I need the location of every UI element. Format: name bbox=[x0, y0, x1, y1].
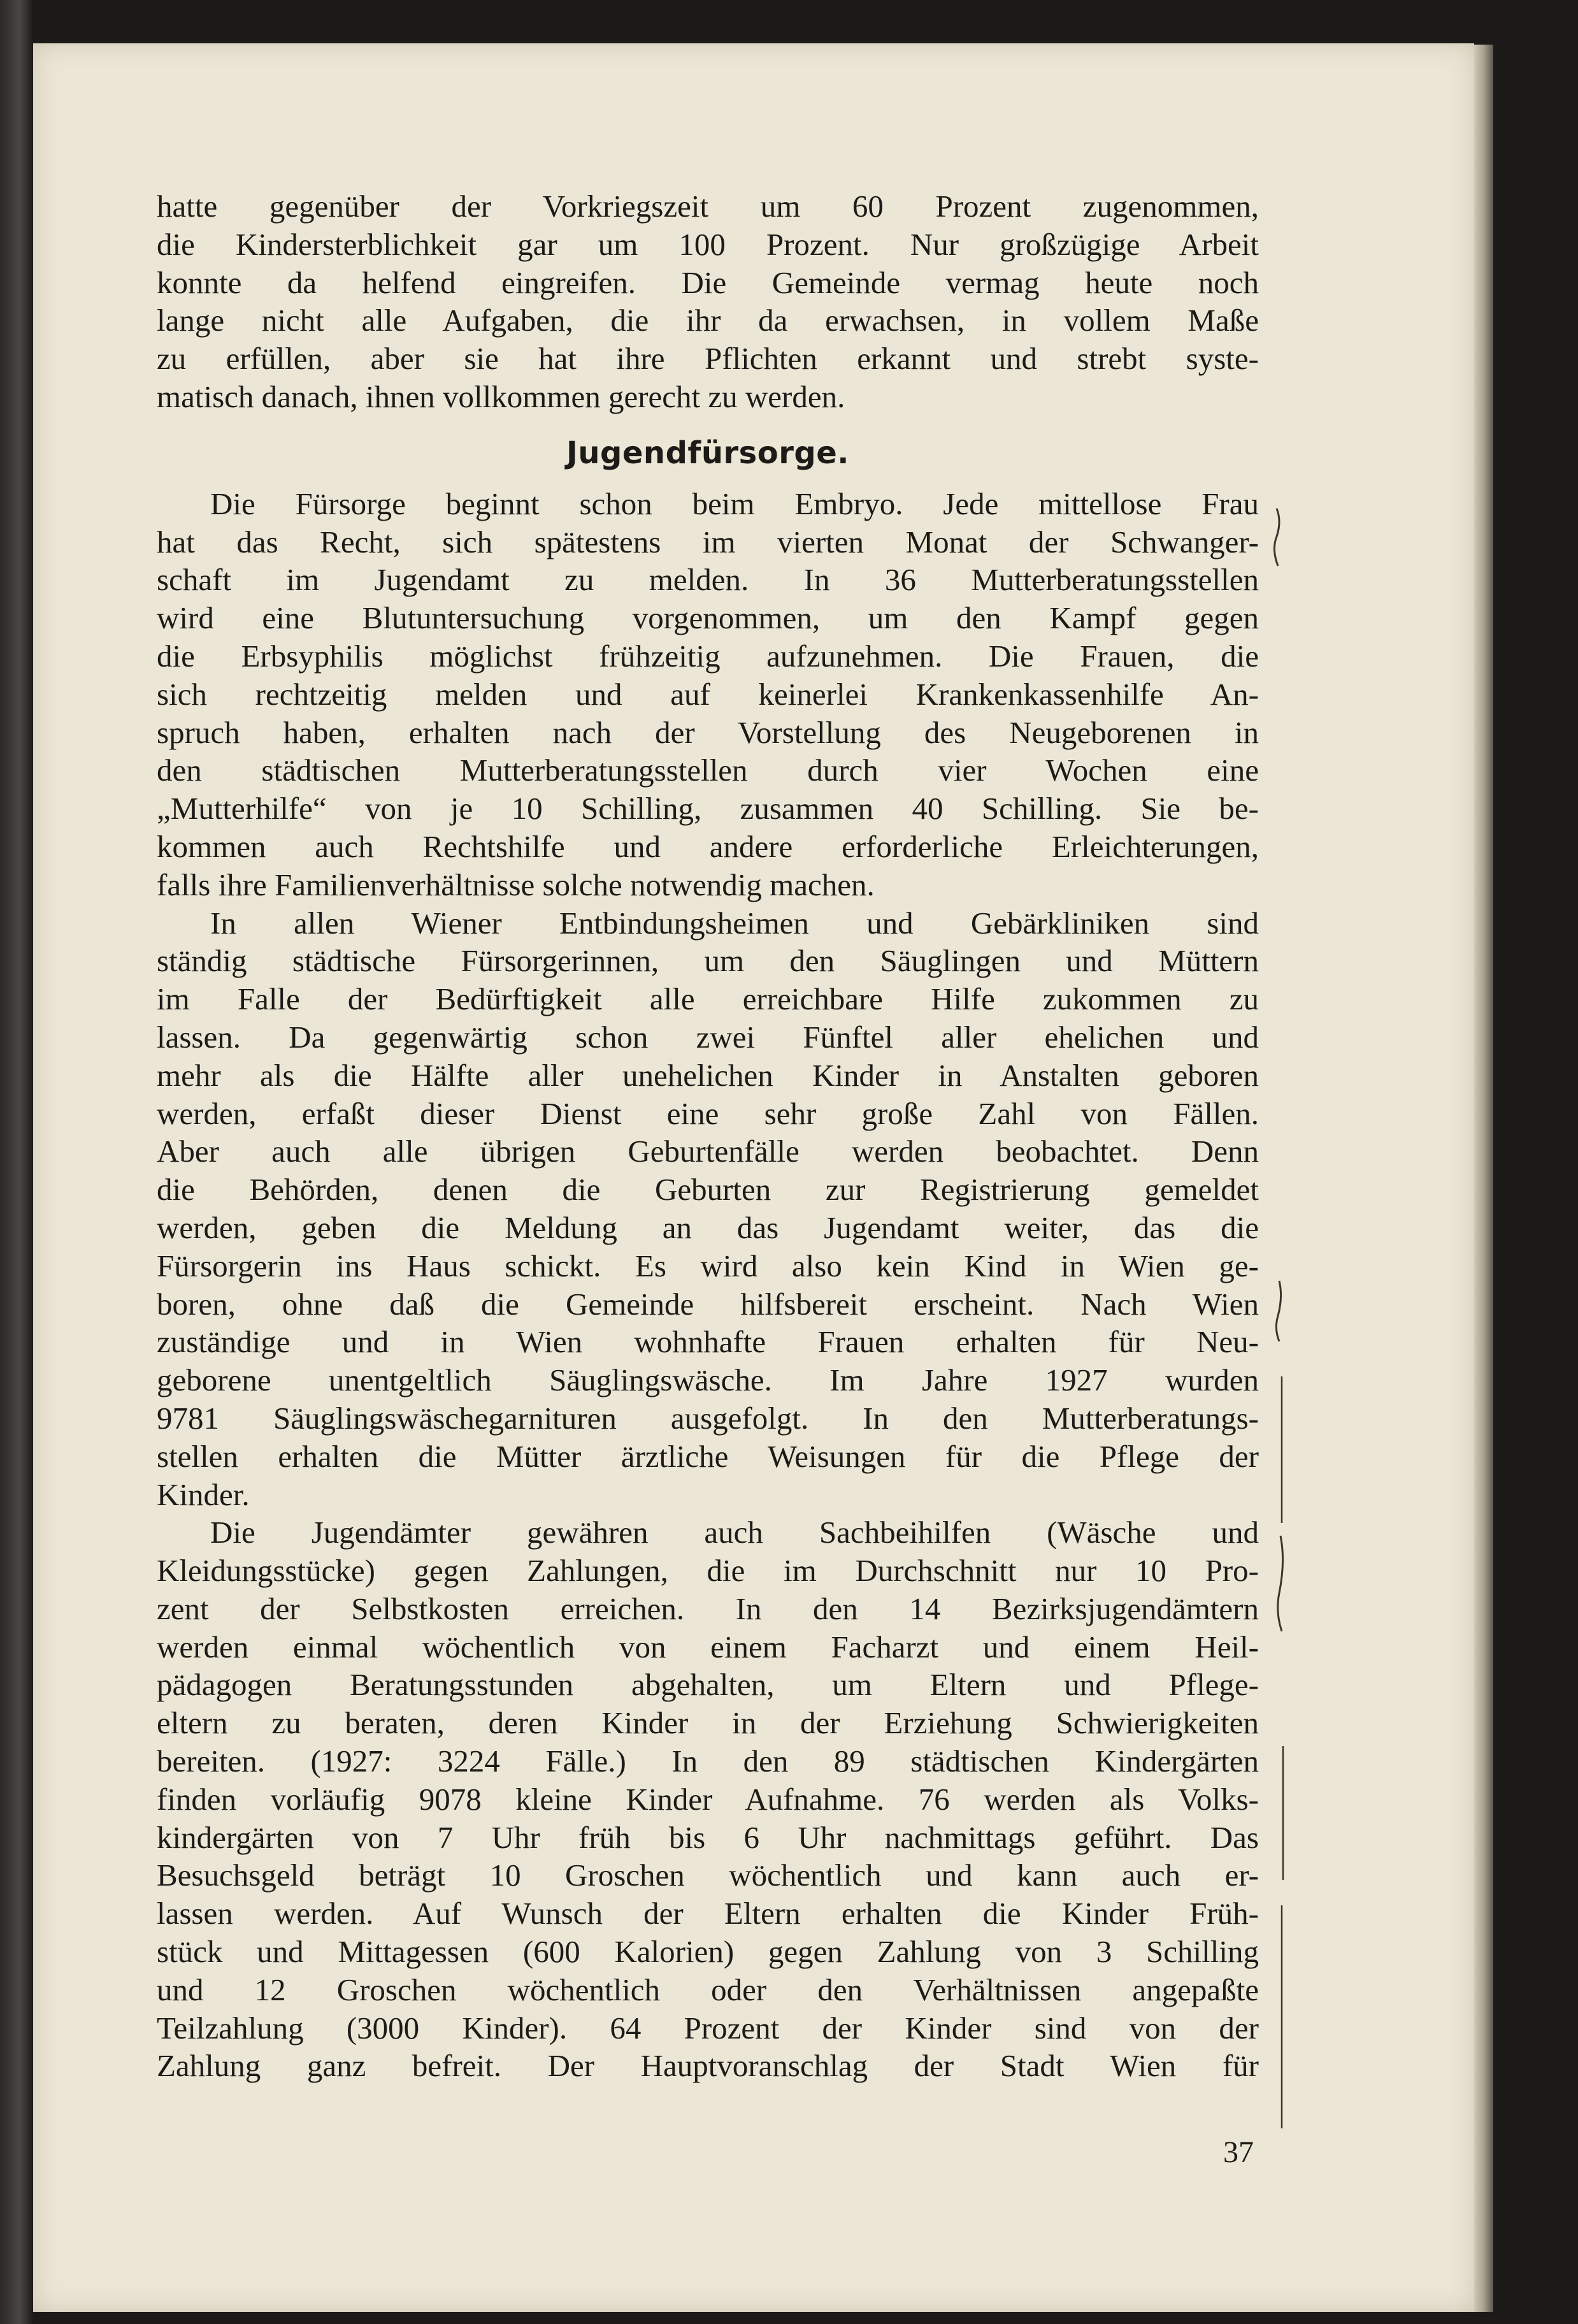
text-line: In allen Wiener Entbindungsheimen und Gebärkliniken sind bbox=[210, 905, 1259, 941]
paragraph-youth-offices bbox=[157, 1513, 1259, 2085]
text-line: eltern zu beraten, deren Kinder in der Erziehung Schwierigkeiten bbox=[157, 1705, 1259, 1741]
text-line: Aber auch alle übrigen Geburtenfälle werden beobachtet. Denn bbox=[157, 1134, 1259, 1169]
text-line: matisch danach, ihnen vollkommen gerecht zu werden. bbox=[157, 379, 845, 414]
text-line: lassen. Da gegenwärtig schon zwei Fünftel aller ehelichen und bbox=[157, 1019, 1259, 1055]
text-line: schaft im Jugendamt zu melden. In 36 Mutterberatungsstellen bbox=[157, 562, 1259, 598]
text-line: finden vorläufig 9078 kleine Kinder Aufnahme. 76 werden als Volks- bbox=[157, 1781, 1259, 1817]
text-line: zu erfüllen, aber sie hat ihre Pflichten erkannt und strebt syste- bbox=[157, 341, 1259, 377]
text-line: Besuchsgeld beträgt 10 Groschen wöchentlich und kann auch er- bbox=[157, 1858, 1259, 1893]
text-line: geborene unentgeltlich Säuglingswäsche. Im Jahre 1927 wurden bbox=[157, 1362, 1259, 1398]
text-line: die Kindersterblichkeit gar um 100 Prozent. Nur großzügige Arbeit bbox=[157, 226, 1259, 262]
text-line: Kinder. bbox=[157, 1476, 250, 1512]
body-text bbox=[157, 187, 1259, 2085]
text-line: lassen werden. Auf Wunsch der Eltern erhalten die Kinder Früh- bbox=[157, 1896, 1259, 1931]
text-line: Fürsorgerin ins Haus schickt. Es wird also kein Kind in Wien ge- bbox=[157, 1248, 1259, 1283]
margin-pencil-marks bbox=[1268, 503, 1293, 2128]
text-line: sich rechtzeitig melden und auf keinerlei Krankenkassenhilfe An- bbox=[157, 676, 1259, 712]
text-line: Die Jugendämter gewähren auch Sachbeihilfen (Wäsche und bbox=[210, 1515, 1259, 1550]
page-number: 37 bbox=[1223, 2135, 1254, 2169]
text-line: 9781 Säuglingswäschegarnituren ausgefolgt. In den Mutterberatungs- bbox=[157, 1400, 1259, 1436]
text-line: kommen auch Rechtshilfe und andere erforderliche Erleichterungen, bbox=[157, 828, 1259, 864]
text-line: kindergärten von 7 Uhr früh bis 6 Uhr nachmittags geführt. Das bbox=[157, 1819, 1259, 1855]
text-line: zent der Selbstkosten erreichen. In den 14 Bezirksjugendämtern bbox=[157, 1591, 1259, 1626]
text-line: im Falle der Bedürftigkeit alle erreichbare Hilfe zukommen zu bbox=[157, 981, 1259, 1017]
text-line: die Behörden, denen die Geburten zur Registrierung gemeldet bbox=[157, 1172, 1259, 1208]
page-edge bbox=[1474, 45, 1493, 2312]
text-line: hatte gegenüber der Vorkriegszeit um 60 Prozent zugenommen, bbox=[157, 189, 1259, 224]
text-line: werden, erfaßt dieser Dienst eine sehr große Zahl von Fällen. bbox=[157, 1095, 1259, 1131]
text-line: werden einmal wöchentlich von einem Facharzt und einem Heil- bbox=[157, 1629, 1259, 1664]
text-line: hat das Recht, sich spätestens im vierten Monat der Schwanger- bbox=[157, 524, 1259, 559]
text-line: stück und Mittagessen (600 Kalorien) gegen Zahlung von 3 Schilling bbox=[157, 1934, 1259, 1970]
text-line: mehr als die Hälfte aller unehelichen Kinder in Anstalten geboren bbox=[157, 1057, 1259, 1093]
text-line: boren, ohne daß die Gemeinde hilfsbereit erscheint. Nach Wien bbox=[157, 1286, 1259, 1322]
text-line: zuständige und in Wien wohnhafte Frauen erhalten für Neu- bbox=[157, 1324, 1259, 1360]
text-line: lange nicht alle Aufgaben, die ihr da erwachsen, in vollem Maße bbox=[157, 303, 1259, 338]
text-line: konnte da helfend eingreifen. Die Gemeinde vermag heute noch bbox=[157, 264, 1259, 300]
text-line: Die Fürsorge beginnt schon beim Embryo. Jede mittellose Frau bbox=[210, 486, 1259, 521]
text-line: bereiten. (1927: 3224 Fälle.) In den 89 städtischen Kindergärten bbox=[157, 1743, 1259, 1779]
text-line: stellen erhalten die Mütter ärztliche Weisungen für die Pflege der bbox=[157, 1438, 1259, 1474]
text-line: Kleidungsstücke) gegen Zahlungen, die im Durchschnitt nur 10 Pro- bbox=[157, 1553, 1259, 1589]
text-line: Zahlung ganz befreit. Der Hauptvoranschlag der Stadt Wien für bbox=[157, 2048, 1259, 2084]
text-line: den städtischen Mutterberatungsstellen durch vier Wochen eine bbox=[157, 753, 1259, 788]
text-line: und 12 Groschen wöchentlich oder den Verhältnissen angepaßte bbox=[157, 1972, 1259, 2007]
text-line: wird eine Blutuntersuchung vorgenommen, um den Kampf gegen bbox=[157, 600, 1259, 636]
paragraph-prenatal-care bbox=[157, 485, 1259, 904]
text-line: falls ihre Familienverhältnisse solche notwendig machen. bbox=[157, 867, 875, 902]
text-line: Teilzahlung (3000 Kinder). 64 Prozent der Kinder sind von der bbox=[157, 2010, 1259, 2046]
book-gutter bbox=[0, 0, 33, 2324]
text-line: pädagogen Beratungsstunden abgehalten, um Eltern und Pflege- bbox=[157, 1667, 1259, 1703]
section-heading: Jugendfürsorge. bbox=[566, 435, 850, 471]
intro-paragraph bbox=[157, 187, 1259, 416]
paragraph-maternity-clinics bbox=[157, 904, 1259, 1514]
text-line: spruch haben, erhalten nach der Vorstellung des Neugeborenen in bbox=[157, 714, 1259, 750]
text-line: „Mutterhilfe“ von je 10 Schilling, zusammen 40 Schilling. Sie be- bbox=[157, 791, 1259, 826]
text-line: ständig städtische Fürsorgerinnen, um den Säuglingen und Müttern bbox=[157, 943, 1259, 979]
text-line: die Erbsyphilis möglichst frühzeitig aufzunehmen. Die Frauen, die bbox=[157, 638, 1259, 674]
text-line: werden, geben die Meldung an das Jugendamt weiter, das die bbox=[157, 1209, 1259, 1245]
